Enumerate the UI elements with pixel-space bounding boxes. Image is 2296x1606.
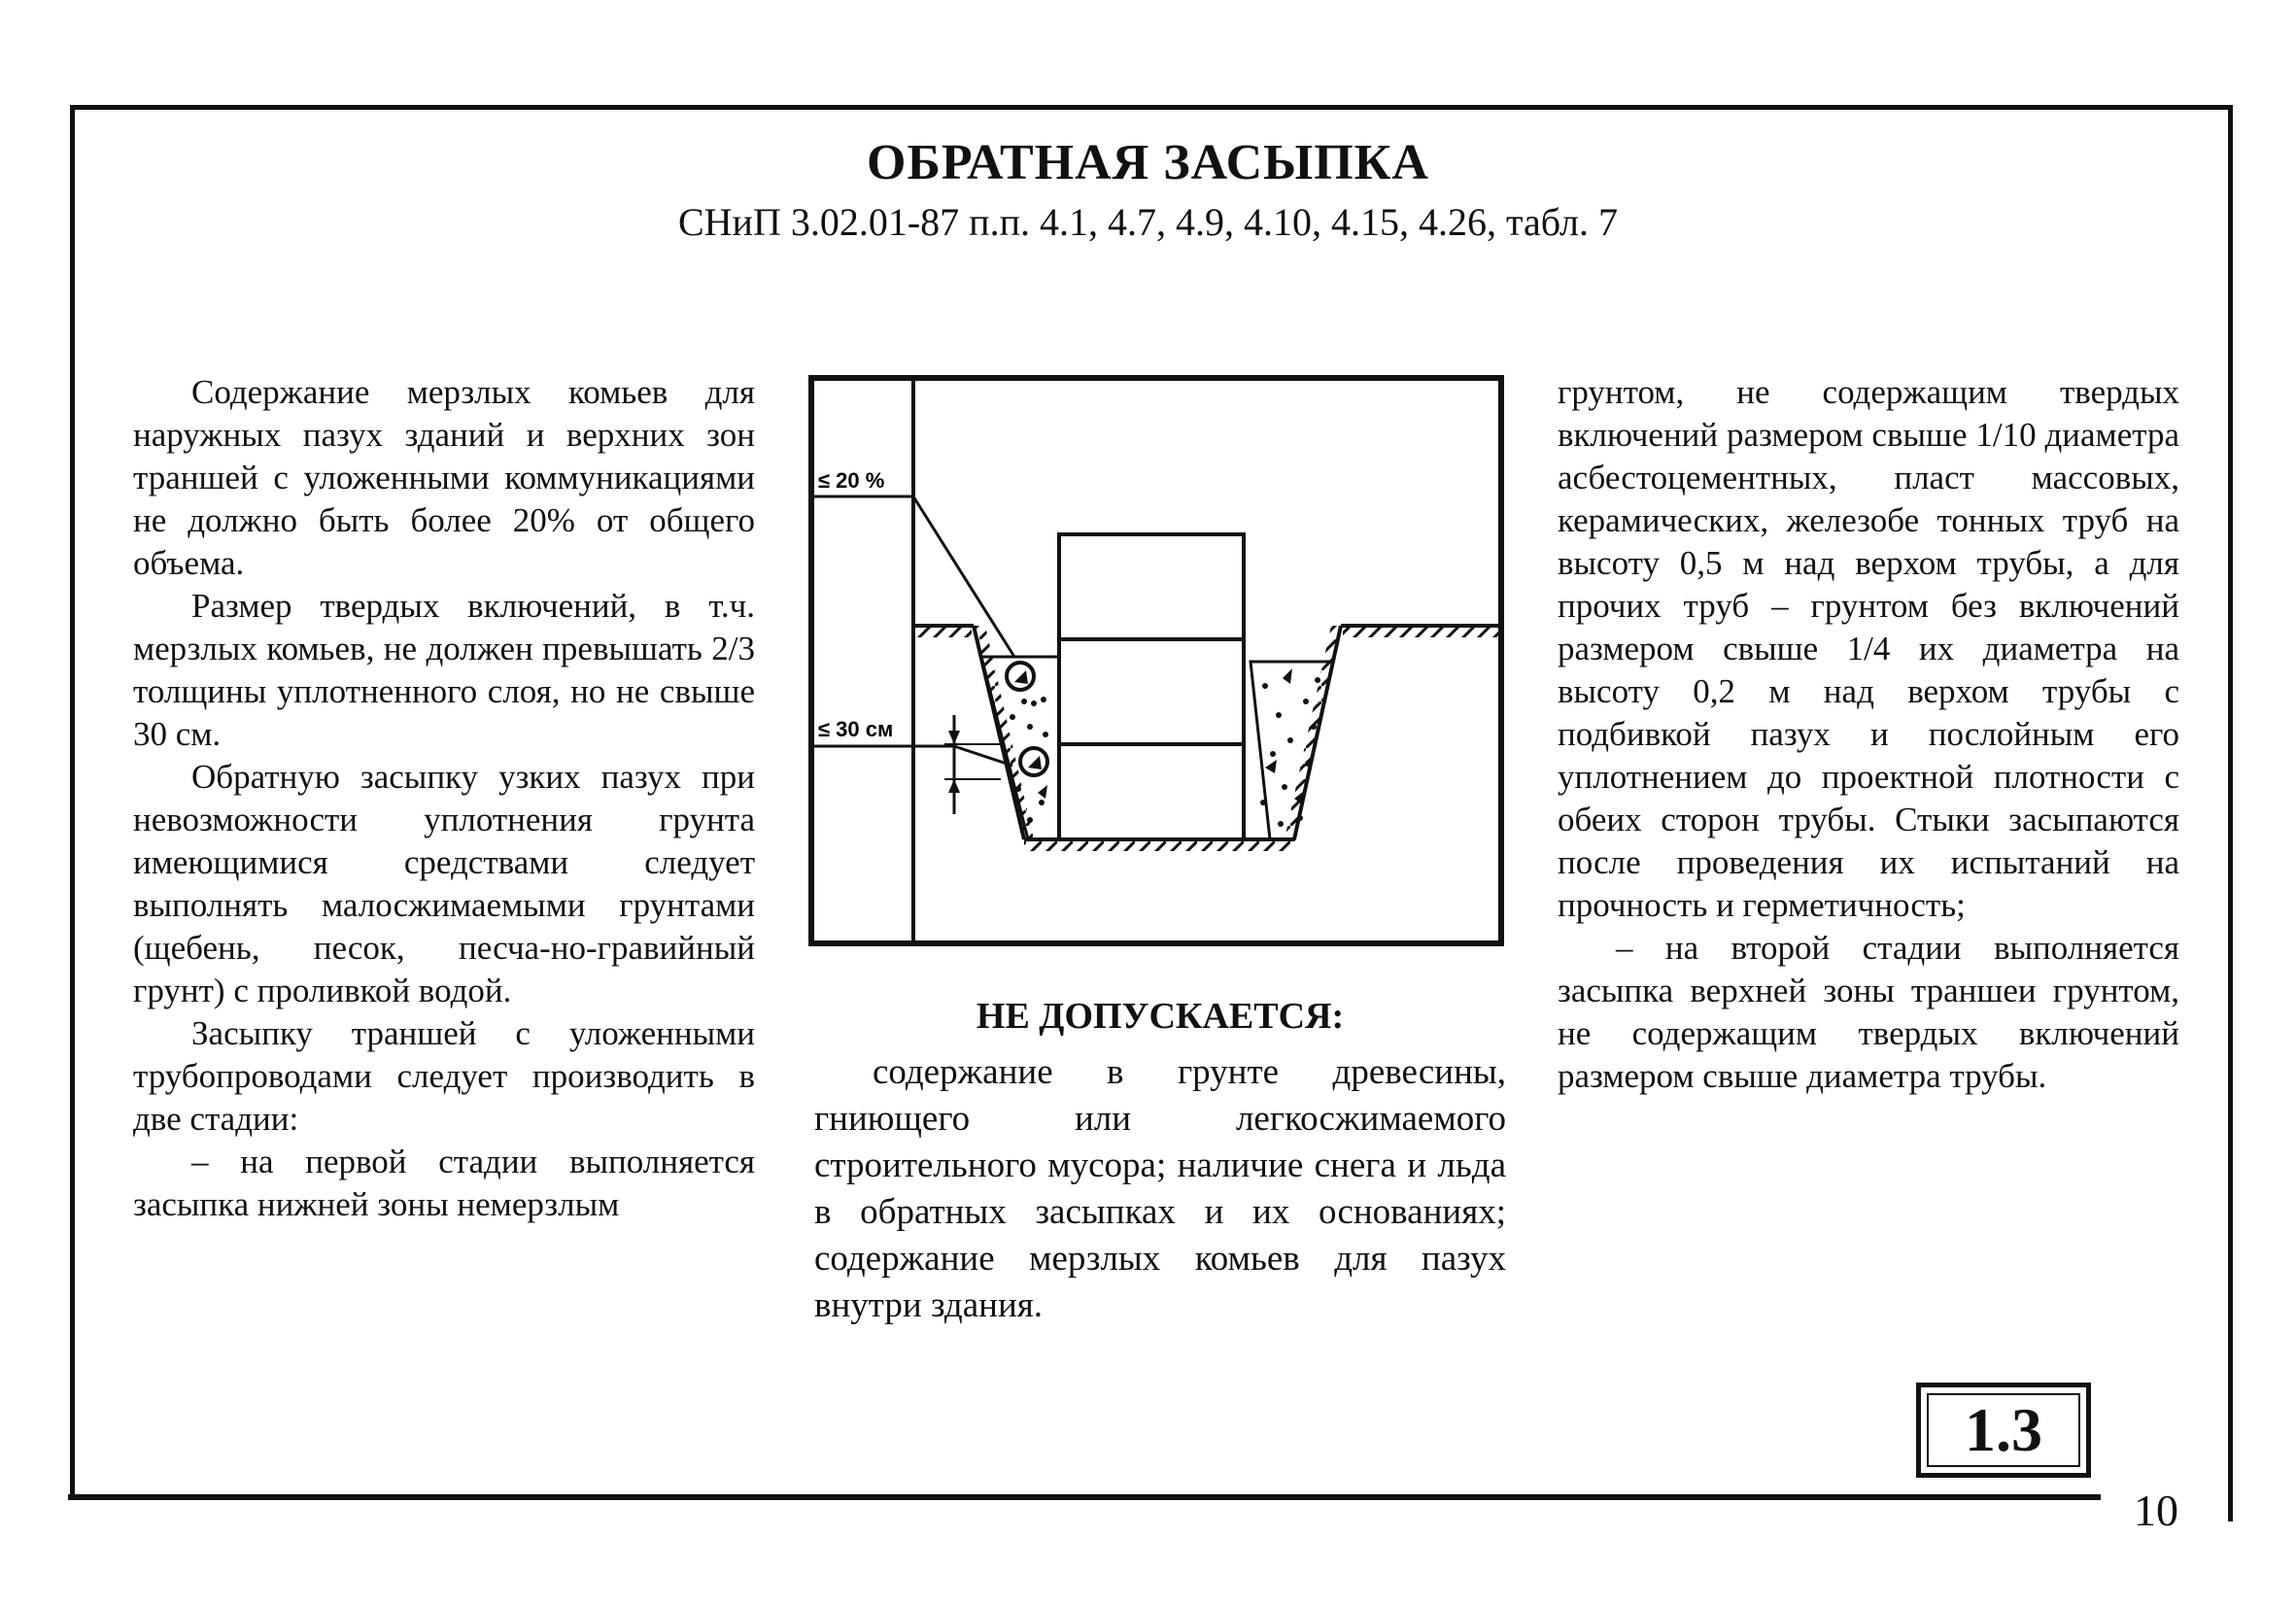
label-max-30-cm: ≤ 30 см bbox=[818, 717, 894, 741]
page-subtitle: СНиП 3.02.01-87 п.п. 4.1, 4.7, 4.9, 4.10, 4.15, 4.26, табл. 7 bbox=[677, 200, 1619, 244]
right-column bbox=[1558, 371, 2179, 1098]
not-allowed-heading: НЕ ДОПУСКАЕТСЯ: bbox=[976, 996, 1345, 1037]
section-number: 1.3 bbox=[1965, 1395, 2042, 1464]
backfill-diagram bbox=[808, 375, 1508, 954]
left-paragraph-5: – на первой стадии выполняется засыпка нижней зоны немерзлым bbox=[133, 1143, 755, 1223]
not-allowed-paragraph: содержание в грунте древесины, гниющего или легкосжимаемого строительного мусора; наличие снега и льда в обратных засыпках и их основаниях; содержание мерзлых комьев для пазух внутри здания. bbox=[814, 1052, 1506, 1325]
trench-wall-right bbox=[1285, 626, 1341, 839]
not-allowed-text-block bbox=[814, 1049, 1506, 1329]
left-paragraph-4: Засыпку траншей с уложенными трубопроводами следует производить в две стадии: bbox=[133, 1014, 755, 1138]
left-paragraph-1: Содержание мерзлых комьев для наружных пазух зданий и верхних зон траншей с уложенными коммуникациями не должно быть более 20% от общего объема. bbox=[133, 373, 755, 582]
right-paragraph-1: грунтом, не содержащим твердых включений размером свыше 1/10 диаметра асбестоцементных, пласт массовых, керамических, железобе тонных труб на высоту 0,5 м над верхом трубы, а для прочих труб – грунтом без включений размером свыше 1/4 их диаметра на высоту 0,2 м над верхом трубы с подбивкой пазух и послойным его уплотнением до проектной плотности с обеих сторон трубы. Стыки засыпаются после проведения их испытаний на прочность и герметичность; bbox=[1558, 373, 2179, 924]
foundation-block-1 bbox=[1059, 534, 1244, 639]
foundation-block-3 bbox=[1059, 744, 1244, 839]
right-paragraph-2: – на второй стадии выполняется засыпка верхней зоны траншеи грунтом, не содержащим твердых включений размером свыше диаметра трубы. bbox=[1558, 929, 2179, 1095]
page-title: ОБРАТНАЯ ЗАСЫПКА bbox=[867, 135, 1429, 190]
label-max-20-percent: ≤ 20 % bbox=[818, 468, 885, 493]
frame-bottom-rule bbox=[68, 1494, 2101, 1500]
dimension-arrow-bottom bbox=[948, 779, 960, 793]
page-number: 10 bbox=[2134, 1486, 2178, 1535]
frame-right-rule bbox=[2228, 1494, 2233, 1521]
left-column bbox=[133, 371, 755, 1226]
foundation-block-2 bbox=[1059, 639, 1244, 744]
left-paragraph-2: Размер твердых включений, в т.ч. мерзлых комьев, не должен превышать 2/3 толщины уплотненного слоя, но не свыше 30 см. bbox=[133, 587, 755, 753]
left-paragraph-3: Обратную засыпку узких пазух при невозможности уплотнения грунта имеющимися средствами следует выполнять малосжимаемыми грунтами (щебень, песок, песча-но-гравийный грунт) с проливкой водой. bbox=[133, 758, 755, 1009]
dimension-arrow-top bbox=[948, 731, 960, 744]
section-badge bbox=[1916, 1383, 2091, 1478]
